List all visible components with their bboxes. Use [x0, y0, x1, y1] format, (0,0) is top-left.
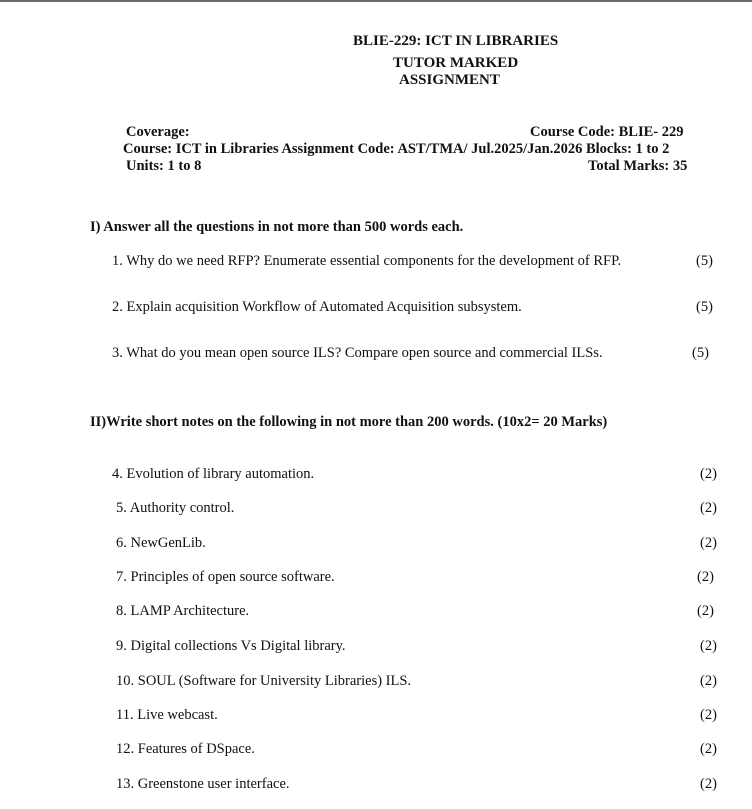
- question-10: 10. SOUL (Software for University Libraries) ILS.: [116, 673, 412, 689]
- section-2-heading: II)Write short notes on the following in not more than 200 words. (10x2= 20 Marks): [90, 414, 608, 430]
- question-13: 13. Greenstone user interface.: [116, 776, 290, 792]
- course-code: Course Code: BLIE- 229: [530, 124, 684, 140]
- question-9: 9. Digital collections Vs Digital library.: [116, 638, 346, 654]
- question-6-marks: (2): [700, 535, 717, 551]
- assignment-title: ASSIGNMENT: [399, 72, 500, 88]
- question-10-marks: (2): [700, 673, 717, 689]
- question-9-marks: (2): [700, 638, 717, 654]
- question-13-marks: (2): [700, 776, 717, 792]
- question-4-marks: (2): [700, 466, 717, 482]
- question-5: 5. Authority control.: [116, 500, 235, 516]
- tma-title: TUTOR MARKED: [393, 55, 519, 71]
- question-8: 8. LAMP Architecture.: [116, 603, 250, 619]
- question-6: 6. NewGenLib.: [116, 535, 206, 551]
- question-1: 1. Why do we need RFP? Enumerate essential components for the development of RFP.: [112, 253, 622, 269]
- coverage-label: Coverage:: [126, 124, 190, 140]
- total-marks: Total Marks: 35: [588, 158, 688, 174]
- question-11-marks: (2): [700, 707, 717, 723]
- section-1-heading: I) Answer all the questions in not more than 500 words each.: [90, 219, 464, 235]
- course-assignment-line: Course: ICT in Libraries Assignment Code: AST/TMA/ Jul.2025/Jan.2026 Blocks: 1 to 2: [123, 141, 670, 157]
- question-2-marks: (5): [696, 299, 713, 315]
- question-3-marks: (5): [692, 345, 709, 361]
- question-4: 4. Evolution of library automation.: [112, 466, 315, 482]
- units-label: Units: 1 to 8: [126, 158, 202, 174]
- question-5-marks: (2): [700, 500, 717, 516]
- question-12-marks: (2): [700, 741, 717, 757]
- question-7: 7. Principles of open source software.: [116, 569, 335, 585]
- question-11: 11. Live webcast.: [116, 707, 218, 723]
- question-3: 3. What do you mean open source ILS? Compare open source and commercial ILSs.: [112, 345, 603, 361]
- course-title: BLIE-229: ICT IN LIBRARIES: [353, 33, 559, 49]
- question-12: 12. Features of DSpace.: [116, 741, 255, 757]
- page-top-border: [0, 0, 752, 2]
- question-8-marks: (2): [697, 603, 714, 619]
- question-1-marks: (5): [696, 253, 713, 269]
- question-7-marks: (2): [697, 569, 714, 585]
- question-2: 2. Explain acquisition Workflow of Automated Acquisition subsystem.: [112, 299, 522, 315]
